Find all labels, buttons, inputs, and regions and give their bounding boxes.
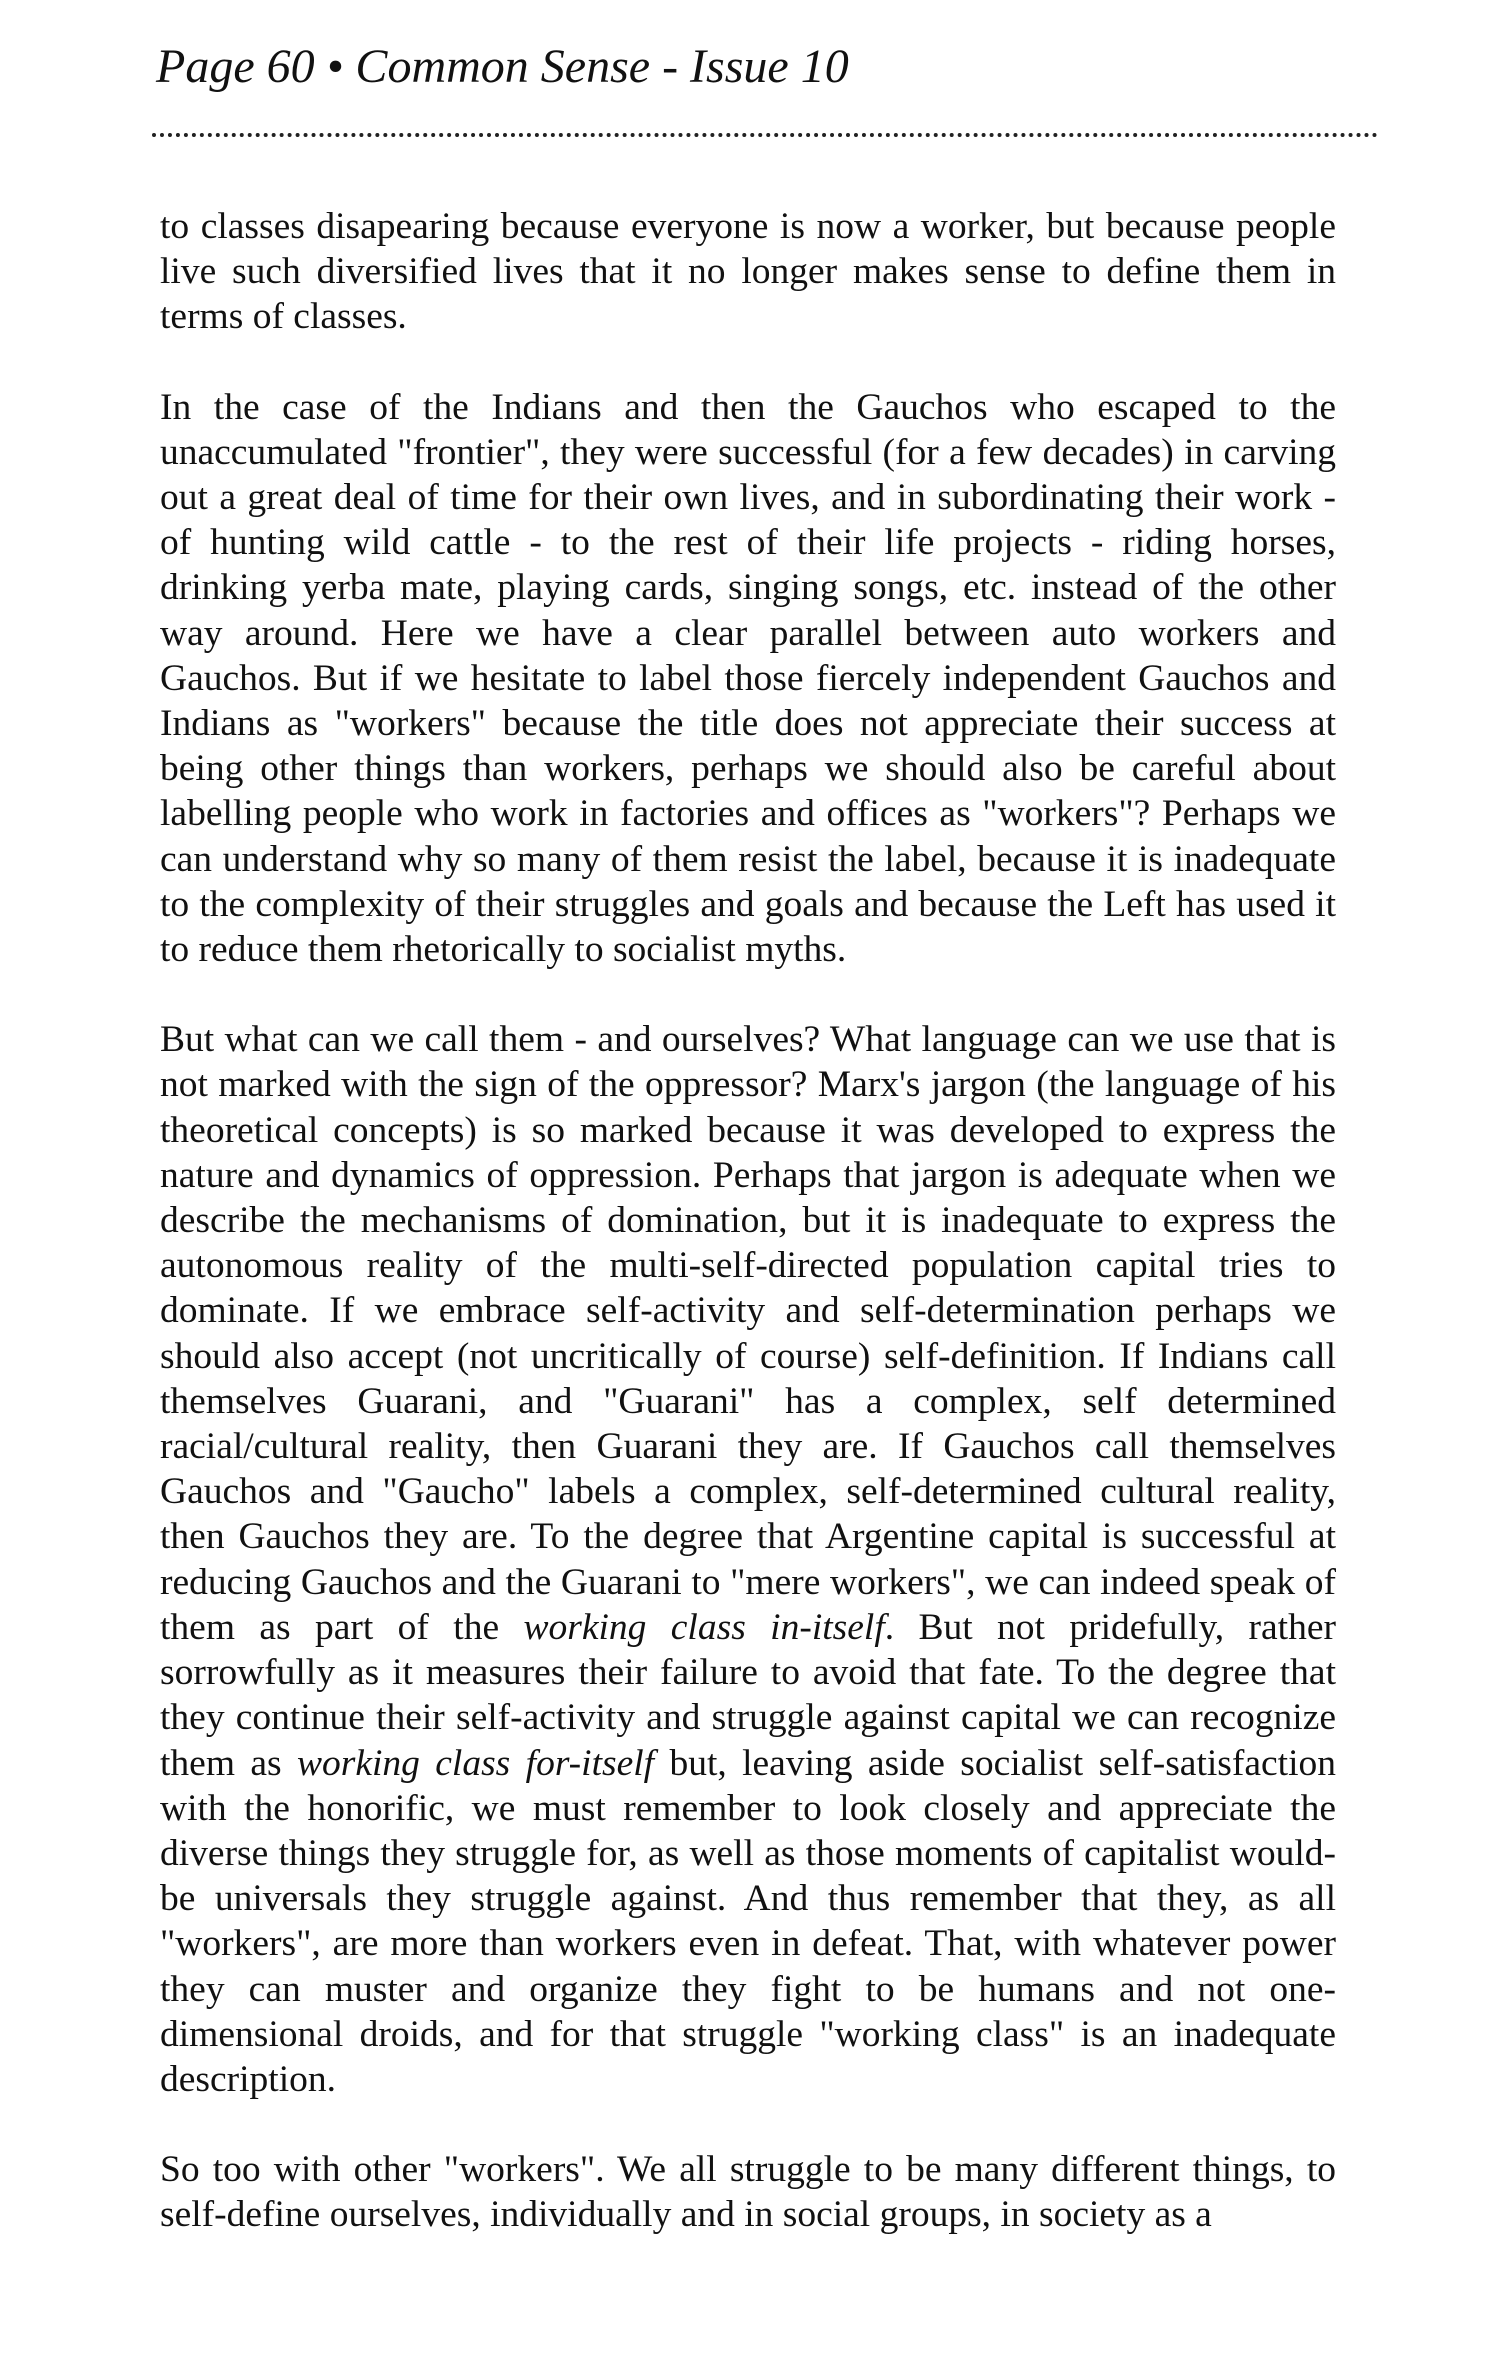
- article-body: [160, 204, 1336, 2283]
- paragraph-3-part-1: But what can we call them - and ourselves? What language can we use that is not marked with the sign of the oppressor? Marx's jargon (the language of his theoretical concepts) is so marked because it was developed to express the nature and dynamics of oppression. Perhaps that jargon is adequate when we describe the mechanisms of domination, but it is inadequate to express the autonomous reality of the multi-self-directed population capital tries to dominate. If we embrace self-activity and self-determination perhaps we should also accept (not uncritically of course) self-definition. If Indians call themselves Guarani, and "Guarani" has a complex, self determined racial/cultural reality, then Guarani they are. If Gauchos call themselves Gauchos and "Gaucho" labels a complex, self-determined cultural reality, then Gauchos they are. To the degree that Argentine capital is successful at reducing Gauchos and the Guarani to "mere workers", we can indeed speak of them as part of the: [160, 1019, 1336, 1648]
- dotted-divider: [152, 133, 1378, 137]
- emphasis-working-class-in-itself: working class in-itself: [523, 1606, 885, 1648]
- running-head: Page 60 • Common Sense - Issue 10: [156, 40, 849, 93]
- paragraph-1: to classes disapearing because everyone is now a worker, but because people live such diversified lives that it no longer makes sense to define them in terms of classes.: [160, 206, 1336, 338]
- paragraph-3-part-2: . But not pridefully, rather sorrowfully as it measures their failure to avoid that fate. To the degree that they continue their self-activity and struggle against capital we can recognize them as: [160, 1606, 1336, 1784]
- paragraph-2: In the case of the Indians and then the Gauchos who escaped to the unaccumulated "frontier", they were successful (for a few decades) in carving out a great deal of time for their own lives, and in subordinating their work - of hunting wild cattle - to the rest of their life projects - riding horses, drinking yerba mate, playing cards, singing songs, etc. instead of the other way around. Here we have a clear parallel between auto workers and Gauchos. But if we hesitate to label those fiercely independent Gauchos and Indians as "workers" because the title does not appreciate their success at being other things than workers, perhaps we should also be careful about labelling people who work in factories and offices as "workers"? Perhaps we can understand why so many of them resist the label, because it is inadequate to the complexity of their struggles and goals and because the Left has used it to reduce them rhetorically to socialist myths.: [160, 386, 1336, 971]
- emphasis-working-class-for-itself: working class for-itself: [296, 1742, 655, 1784]
- paragraph-3-part-3: but, leaving aside socialist self-satisfaction with the honorific, we must remember to look closely and appreciate the diverse things they struggle for, as well as those moments of capitalist would-be universals they struggle against. And thus remember that they, as all "workers", are more than workers even in defeat. That, with whatever power they can muster and organize they fight to be humans and not one-dimensional droids, and for that struggle "working class" is an inadequate description.: [160, 1742, 1336, 2100]
- paragraph-4: So too with other "workers". We all struggle to be many different things, to self-define ourselves, individually and in social groups, in society as a: [160, 2149, 1336, 2236]
- paragraph-3: [160, 1017, 1336, 2102]
